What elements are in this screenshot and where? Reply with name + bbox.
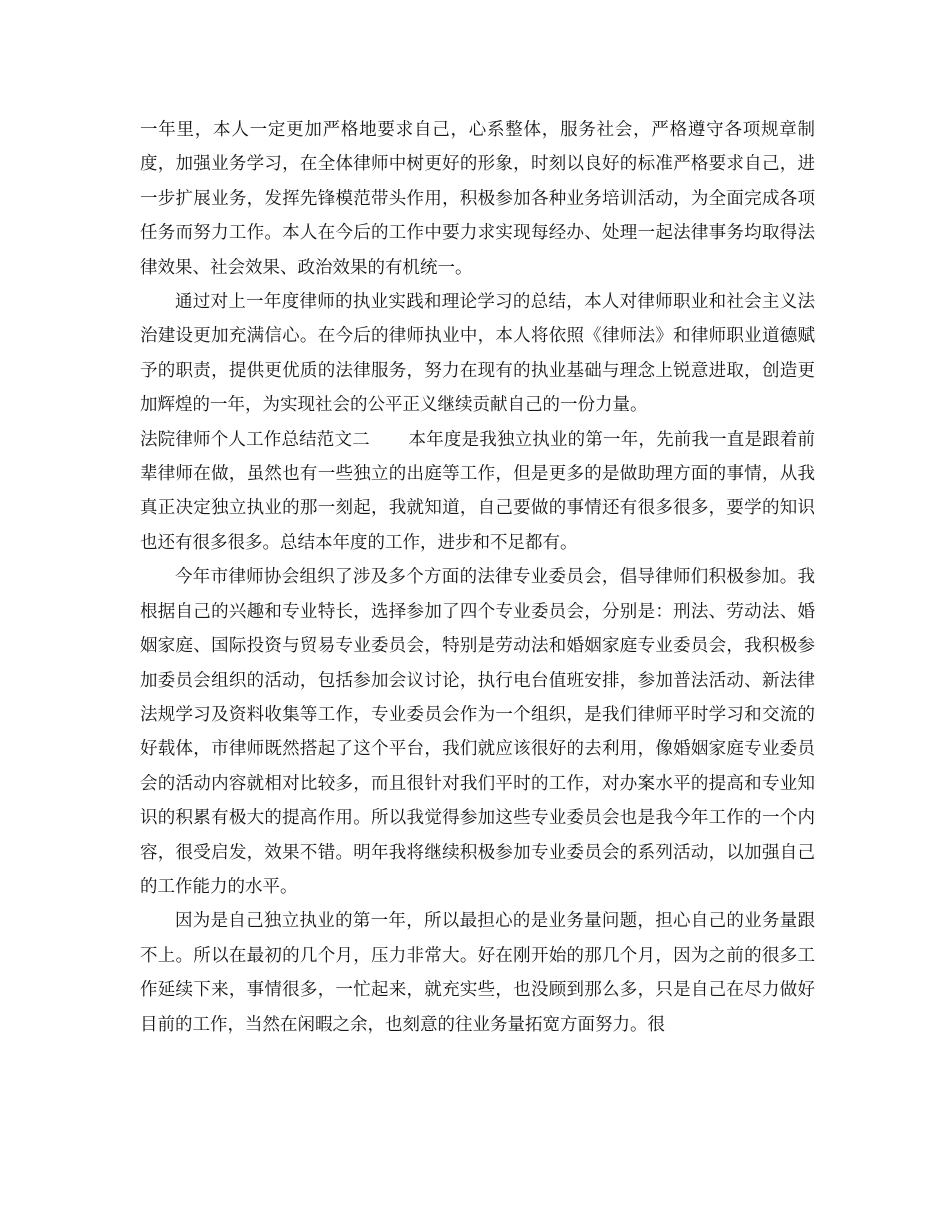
- paragraph-4: 今年市律师协会组织了涉及多个方面的法律专业委员会，倡导律师们积极参加。我根据自己的兴趣和专业特长，选择参加了四个专业委员会，分别是：刑法、劳动法、婚姻家庭、国际投资与贸易专业委员会，特别是劳动法和婚姻家庭专业委员会，我积极参加委员会组织的活动，包括参加会议讨论，执行电台值班安排，参加普法活动、新法律法规学习及资料收集等工作，专业委员会作为一个组织，是我们律师平时学习和交流的好载体，市律师既然搭起了这个平台，我们就应该很好的去利用，像婚姻家庭专业委员会的活动内容就相对比较多，而且很针对我们平时的工作，对办案水平的提高和专业知识的积累有极大的提高作用。所以我觉得参加这些专业委员会也是我今年工作的一个内容，很受启发，效果不错。明年我将继续积极参加专业委员会的系列活动，以加强自己的工作能力的水平。: [140, 567, 815, 897]
- paragraph-2: 通过对上一年度律师的执业实践和理论学习的总结，本人对律师职业和社会主义法治建设更加充满信心。在今后的律师执业中，本人将依照《律师法》和律师职业道德赋予的职责，提供更优质的法律服务，努力在现有的执业基础与理念上锐意进取，创造更加辉煌的一年，为实现社会的公平正义继续贡献自己的一份力量。: [140, 292, 815, 416]
- section-heading: 法院律师个人工作总结范文二: [140, 429, 370, 450]
- paragraph-3: [140, 423, 815, 561]
- document-body: [140, 113, 815, 1042]
- paragraph-5: 因为是自己独立执业的第一年，所以最担心的是业务量问题，担心自己的业务量跟不上。所以在最初的几个月，压力非常大。好在刚开始的那几个月，因为之前的很多工作延续下来，事情很多，一忙起来，就充实些，也没顾到那么多，只是自己在尽力做好目前的工作，当然在闲暇之余，也刻意的往业务量拓宽方面努力。很: [140, 911, 815, 1035]
- paragraph-3-body: 本年度是我独立执业的第一年，先前我一直是跟着前辈律师在做，虽然也有一些独立的出庭等工作，但是更多的是做助理方面的事情，从我真正决定独立执业的那一刻起，我就知道，自己要做的事情还有很多很多，要学的知识也还有很多很多。总结本年度的工作，进步和不足都有。: [140, 429, 816, 553]
- paragraph-1: 一年里，本人一定更加严格地要求自己，心系整体，服务社会，严格遵守各项规章制度，加强业务学习，在全体律师中树更好的形象，时刻以良好的标准严格要求自己，进一步扩展业务，发挥先锋模范带头作用，积极参加各种业务培训活动，为全面完成各项任务而努力工作。本人在今后的工作中要力求实现每经办、处理一起法律事务均取得法律效果、社会效果、政治效果的有机统一。: [140, 120, 815, 278]
